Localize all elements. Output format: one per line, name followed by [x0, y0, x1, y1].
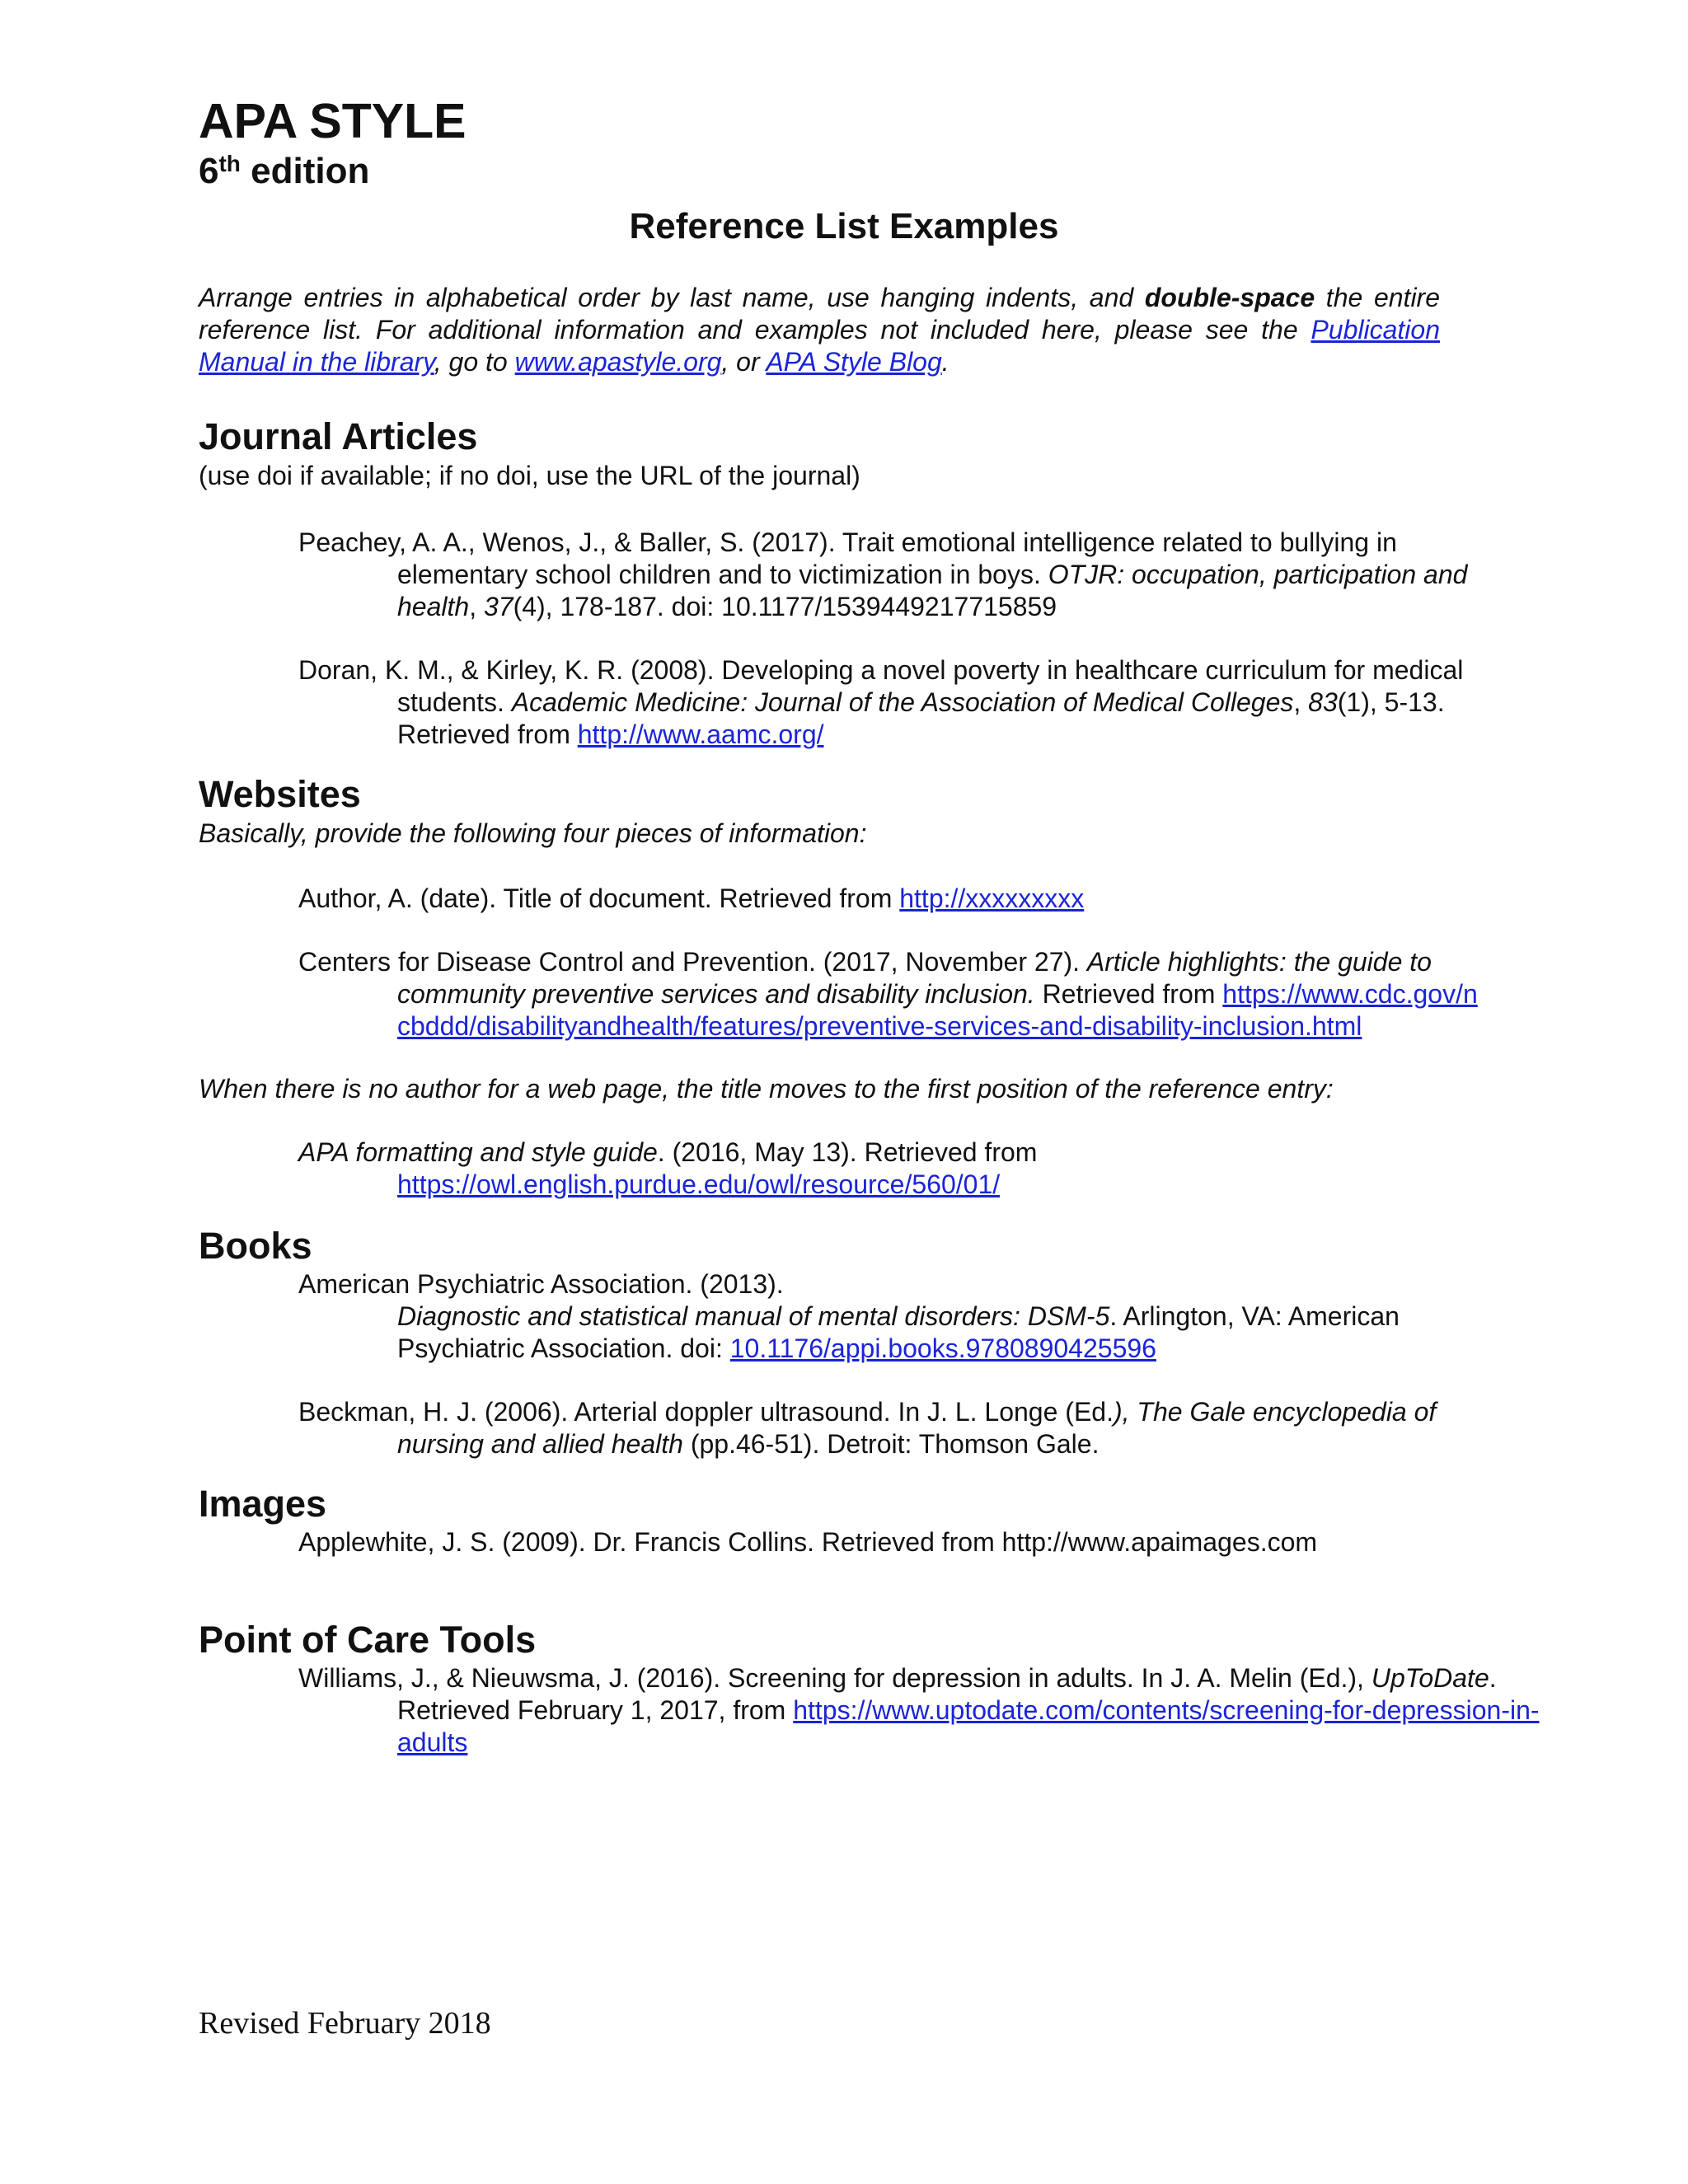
reference-entry — [199, 1662, 1551, 1759]
revised-date-footer: Revised February 2018 — [199, 2006, 491, 2041]
uptodate-link[interactable]: https://www.uptodate.com/contents/screening-for-depression-in-adults — [397, 1695, 1540, 1757]
ref-text: . Retrieved February 1, 2017, from — [397, 1663, 1497, 1725]
ref-text: Centers for Disease Control and Prevention. (2017, November 27). — [298, 947, 1087, 977]
journal-articles-heading: Journal Articles — [199, 415, 478, 457]
ref-text: (4), 178-187. doi: 10.1177/1539449217715859 — [513, 592, 1057, 621]
ref-text: (1), 5-13. Retrieved from — [397, 687, 1445, 749]
reference-entry — [199, 883, 1484, 915]
ref-text: American Psychiatric Association. (2013). — [298, 1269, 784, 1299]
ref-book-title: Diagnostic and statistical manual of mental disorders: DSM-5 — [397, 1301, 1110, 1331]
books-heading: Books — [199, 1225, 312, 1267]
dsm5-doi-link[interactable]: 10.1176/appi.books.9780890425596 — [729, 1333, 1156, 1363]
journal-note: (use doi if available; if no doi, use the URL of the journal) — [199, 461, 860, 490]
ref-text: Author, A. (date). Title of document. Retrieved from — [298, 883, 900, 913]
aamc-link[interactable]: http://www.aamc.org/ — [577, 719, 824, 749]
websites-note: Basically, provide the following four pieces of information: — [199, 818, 867, 848]
intro-text-5: . — [941, 347, 950, 377]
websites-heading: Websites — [199, 773, 361, 815]
ref-text: (pp.46-51). Detroit: Thomson Gale. — [682, 1429, 1100, 1459]
ref-text: Doran, K. M., & Kirley, K. R. (2008). Developing a novel poverty in healthcare curriculum for medical students. — [298, 655, 1464, 717]
ref-journal-title: Academic Medicine: Journal of the Association of Medical Colleges — [511, 687, 1294, 717]
document-page — [199, 92, 1540, 1759]
reference-entry — [199, 654, 1484, 751]
ref-text: Peachey, A. A., Wenos, J., & Baller, S. (2017). Trait emotional intelligence related to bullying in elementary school children and to victimization in boys. — [298, 527, 1397, 589]
ref-text: Retrieved from — [1034, 979, 1223, 1009]
ref-journal-title: OTJR: occupation, participation and health — [397, 560, 1468, 621]
intro-text-2: the entire reference list. For additional information and examples not included here, please see the — [199, 283, 1441, 344]
reference-entry — [199, 1396, 1484, 1460]
edition-number: 6 — [199, 151, 219, 191]
ref-text: , — [1293, 687, 1309, 717]
reference-entry — [199, 946, 1484, 1043]
purdue-owl-link[interactable]: https://owl.english.purdue.edu/owl/resource/560/01/ — [397, 1169, 1001, 1199]
ref-text: Beckman, H. J. (2006). Arterial doppler ultrasound. In J. L. Longe (Ed. — [298, 1397, 1114, 1427]
ref-volume: 83 — [1308, 687, 1338, 717]
cdc-link[interactable]: https://www.cdc.gov/ncbddd/disabilityandhealth/features/preventive-services-and-disability-inclusion.html — [397, 979, 1478, 1041]
no-author-note: When there is no author for a web page, the title moves to the first position of the reference entry: — [199, 1074, 1334, 1104]
edition-word: edition — [251, 151, 370, 191]
reference-entry — [199, 1137, 1484, 1201]
edition-superscript: th — [218, 151, 241, 176]
reference-entry: Applewhite, J. S. (2009). Dr. Francis Collins. Retrieved from http://www.apaimages.com — [298, 1527, 1318, 1557]
ref-volume: 37 — [483, 592, 513, 621]
ref-source-title: UpToDate — [1371, 1663, 1489, 1693]
intro-paragraph — [199, 282, 1440, 378]
edition-line — [199, 150, 1484, 193]
generic-url-link[interactable]: http://xxxxxxxxx — [899, 883, 1085, 913]
doc-title: APA STYLE — [199, 94, 467, 148]
publication-manual-link[interactable]: Publication Manual in the library — [199, 315, 1440, 377]
intro-text-1: Arrange entries in alphabetical order by last name, use hanging indents, and — [199, 283, 1145, 312]
doc-subtitle: Reference List Examples — [629, 206, 1059, 246]
ref-article-title: Article highlights: the guide to community preventive services and disability inclusion. — [397, 947, 1432, 1009]
ref-book-title: ), The Gale encyclopedia of nursing and allied health — [397, 1397, 1437, 1459]
point-of-care-heading: Point of Care Tools — [199, 1619, 537, 1661]
images-heading: Images — [199, 1483, 327, 1525]
ref-text: . Arlington, VA: American Psychiatric Association. doi: — [397, 1301, 1400, 1363]
ref-text: , — [469, 592, 484, 621]
intro-text-4: , or — [721, 347, 767, 377]
reference-entry — [199, 527, 1484, 623]
reference-entry — [199, 1268, 1484, 1365]
ref-text: . (2016, May 13). Retrieved from — [657, 1137, 1038, 1167]
ref-text: Williams, J., & Nieuwsma, J. (2016). Screening for depression in adults. In J. A. Melin (Ed.), — [298, 1663, 1372, 1693]
intro-text-3: , go to — [434, 347, 515, 377]
ref-guide-title: APA formatting and style guide — [298, 1137, 658, 1167]
intro-bold: double-space — [1144, 283, 1315, 312]
apa-style-blog-link[interactable]: APA Style Blog — [766, 347, 942, 377]
apastyle-link[interactable]: www.apastyle.org — [514, 347, 722, 377]
